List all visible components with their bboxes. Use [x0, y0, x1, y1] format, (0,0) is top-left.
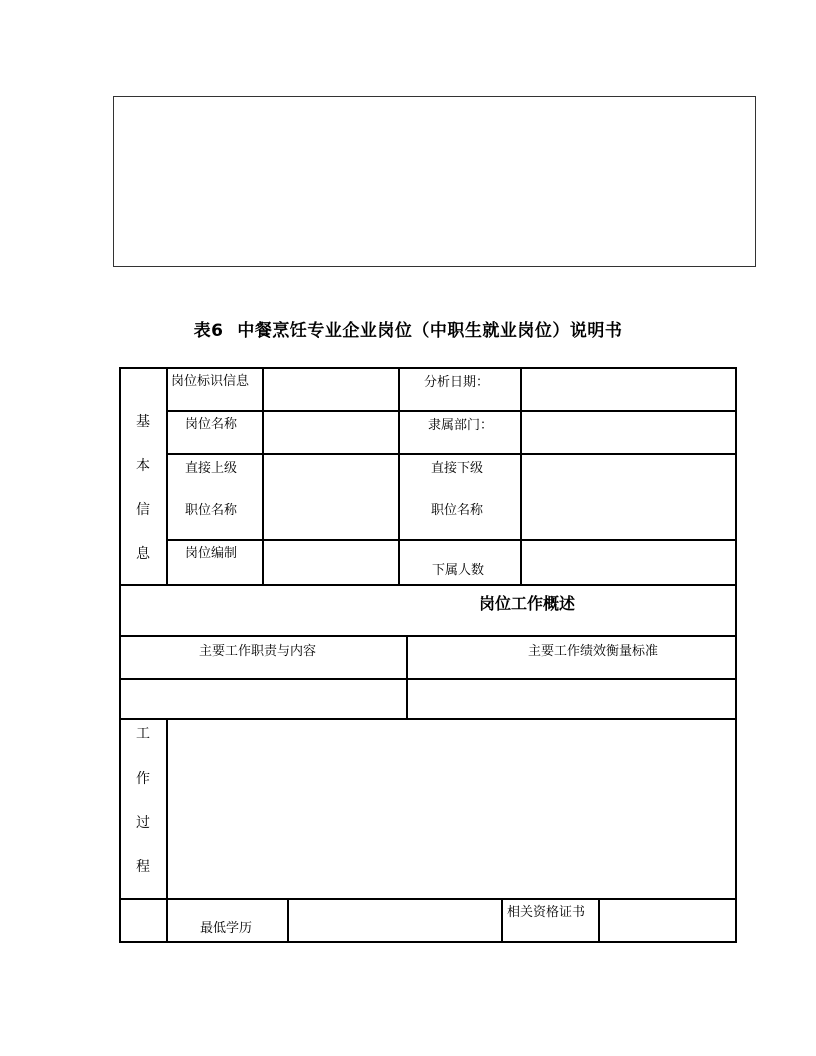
row-line — [119, 678, 737, 680]
row-line — [119, 718, 737, 720]
certificates-label: 相关资格证书 — [507, 905, 586, 920]
table-border-bottom — [119, 941, 737, 943]
table-border-top — [119, 367, 737, 369]
col-line — [520, 367, 522, 585]
subordinate-label-line2: 职位名称 — [431, 503, 484, 518]
post-staffing-label: 岗位编制 — [185, 546, 238, 561]
subordinate-label-line1: 直接下级 — [431, 461, 484, 476]
subordinate-count-label: 下属人数 — [432, 563, 485, 578]
superior-label-line1: 直接上级 — [185, 461, 238, 476]
col-line — [398, 367, 400, 585]
row-line — [166, 410, 737, 412]
overview-title: 岗位工作概述 — [479, 594, 576, 613]
basic-info-char: 基 — [136, 414, 150, 430]
col-line — [166, 367, 168, 585]
col-line — [166, 718, 168, 943]
table-number: 表6 — [193, 321, 224, 341]
process-char: 过 — [136, 815, 150, 831]
table-title — [0, 316, 816, 341]
duties-header: 主要工作职责与内容 — [199, 644, 317, 659]
col-line — [287, 898, 289, 943]
basic-info-char: 本 — [136, 458, 150, 474]
analysis-date-label: 分析日期： — [424, 375, 490, 390]
basic-info-char: 息 — [136, 546, 150, 562]
table-border-left — [119, 367, 121, 943]
row-line — [166, 453, 737, 455]
row-line — [119, 584, 737, 586]
min-education-label: 最低学历 — [200, 921, 253, 936]
row-line — [119, 635, 737, 637]
table-title-text: 中餐烹饪专业企业岗位（中职生就业岗位）说明书 — [237, 321, 623, 341]
job-description-table — [119, 367, 737, 943]
blank-text-box — [113, 96, 756, 267]
standards-header: 主要工作绩效衡量标准 — [528, 644, 659, 659]
post-name-label: 岗位名称 — [185, 417, 238, 432]
basic-info-char: 信 — [136, 502, 150, 518]
process-char: 工 — [136, 726, 150, 742]
col-line — [501, 898, 503, 943]
row-line — [166, 539, 737, 541]
department-label: 隶属部门： — [428, 418, 494, 433]
table-border-right — [735, 367, 737, 943]
col-line — [262, 367, 264, 585]
process-char: 作 — [136, 771, 150, 787]
row-line — [119, 898, 737, 900]
post-id-info-label: 岗位标识信息 — [171, 374, 250, 389]
process-char: 程 — [136, 859, 150, 875]
col-line — [598, 898, 600, 943]
superior-label-line2: 职位名称 — [185, 503, 238, 518]
col-line — [406, 635, 408, 719]
